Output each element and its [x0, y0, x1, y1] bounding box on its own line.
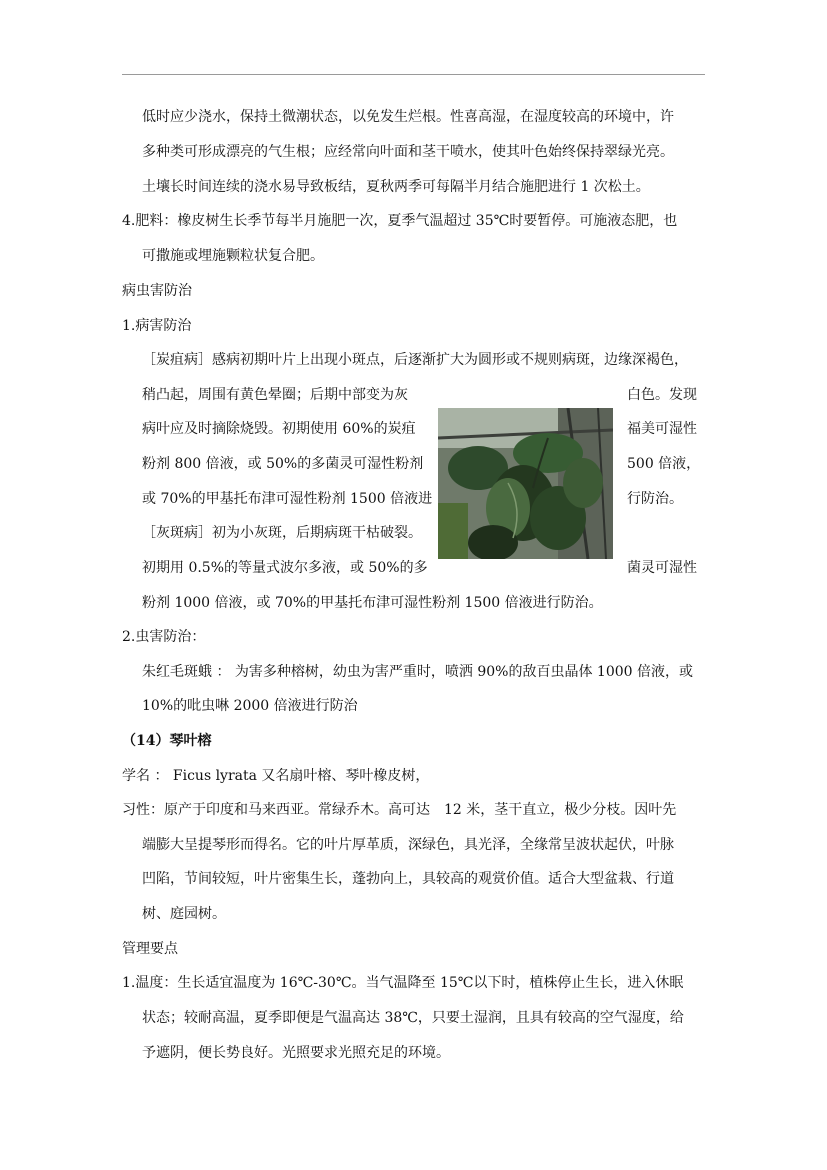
- text-line: 低时应少浇水，保持土微潮状态，以免发生烂根。性喜高湿，在湿度较高的环境中，许: [142, 109, 674, 125]
- text-line: 多种类可形成漂亮的气生根；应经常向叶面和茎干喷水，使其叶色始终保持翠绿光亮。: [142, 144, 674, 160]
- text-line: 1.温度：生长适宜温度为 16℃-30℃。当气温降至 15℃以下时，植株停止生长，进入休眠: [122, 975, 684, 991]
- fiddle-leaf-fig-illustration: [438, 408, 613, 559]
- text-line: 病叶应及时摘除烧毁。初期使用 60%的炭疽: [142, 421, 416, 437]
- text-line: 或 70%的甲基托布津可湿性粉剂 1500 倍液进: [142, 491, 433, 507]
- subsection-heading: 1.病害防治: [122, 318, 192, 334]
- text-line: 500 倍液，: [627, 456, 701, 472]
- text-line: 朱红毛斑蛾 ： 为害多种榕树，幼虫为害严重时，喷洒 90%的敌百虫晶体 1000 倍液，或: [142, 664, 693, 680]
- text-line: ［灰斑病］初为小灰斑，后期病斑干枯破裂。: [142, 525, 422, 541]
- text-line: 行防治。: [627, 491, 683, 507]
- text-line: 端膨大呈提琴形而得名。它的叶片厚革质，深绿色，具光泽，全缘常呈波状起伏，叶脉: [142, 837, 674, 853]
- text-line: 粉剂 1000 倍液，或 70%的甲基托布津可湿性粉剂 1500 倍液进行防治。: [142, 595, 603, 611]
- text-line: 福美可湿性: [627, 421, 697, 437]
- header-rule: [122, 74, 705, 75]
- text-line: 凹陷，节间较短，叶片密集生长，蓬勃向上，具较高的观赏价值。适合大型盆栽、行道: [142, 871, 674, 887]
- subsection-heading: 2.虫害防治：: [122, 629, 206, 645]
- text-line: 菌灵可湿性: [627, 560, 697, 576]
- text-line: 状态；较耐高温，夏季即便是气温高达 38℃，只要土湿润，且具有较高的空气湿度，给: [142, 1010, 684, 1026]
- text-line: 可撒施或埋施颗粒状复合肥。: [142, 248, 324, 264]
- plant-photo: [438, 408, 613, 559]
- section-title: （14）琴叶榕: [122, 733, 212, 749]
- section-heading: 管理要点: [122, 941, 178, 957]
- text-line: 粉剂 800 倍液，或 50%的多菌灵可湿性粉剂: [142, 456, 424, 472]
- text-line: 予遮阴，便长势良好。光照要求光照充足的环境。: [142, 1045, 450, 1061]
- text-line: 稍凸起，周围有黄色晕圈；后期中部变为灰: [142, 387, 408, 403]
- text-line: ［炭疽病］感病初期叶片上出现小斑点，后逐渐扩大为圆形或不规则病斑，边缘深褐色，: [142, 352, 688, 368]
- text-line: 土壤长时间连续的浇水易导致板结，夏秋两季可每隔半月结合施肥进行 1 次松土。: [142, 179, 650, 195]
- section-heading: 病虫害防治: [122, 283, 192, 299]
- text-line: 10%的吡虫啉 2000 倍液进行防治: [142, 698, 358, 714]
- text-line: 白色。发现: [627, 387, 697, 403]
- text-line: 初期用 0.5%的等量式波尔多液，或 50%的多: [142, 560, 428, 576]
- text-line: 学名 ： Ficus lyrata 又名扇叶榕、琴叶橡皮树，: [122, 768, 430, 784]
- text-line: 树、庭园树。: [142, 906, 226, 922]
- text-line: 4.肥料：橡皮树生长季节每半月施肥一次，夏季气温超过 35℃时要暂停。可施液态肥，也: [122, 213, 678, 229]
- text-line: 习性：原产于印度和马来西亚。常绿乔木。高可达 12 米，茎干直立，极少分枝。因叶先: [122, 802, 677, 818]
